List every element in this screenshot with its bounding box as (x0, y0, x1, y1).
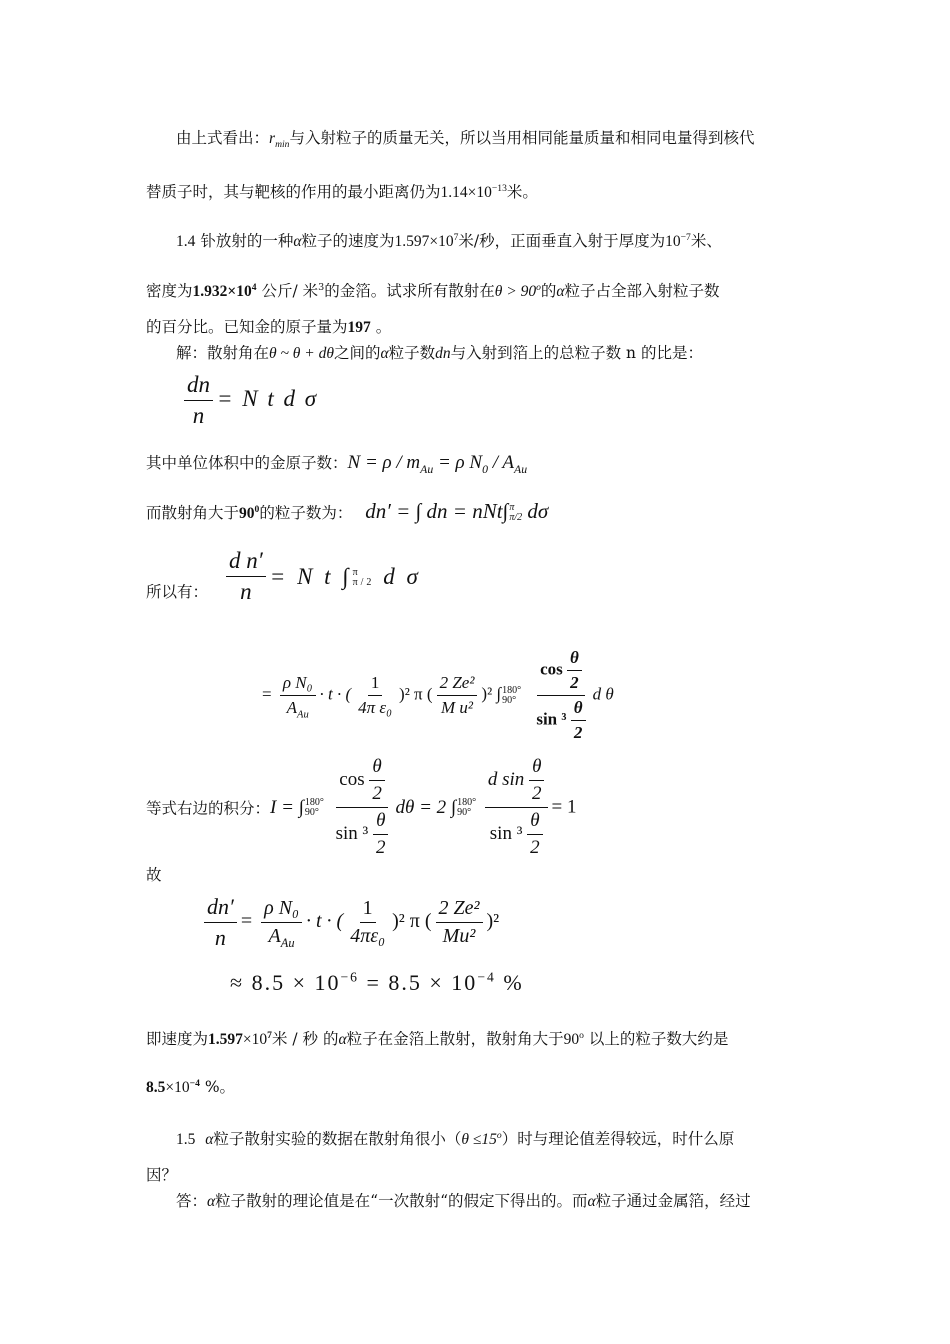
rhs: = 1 (551, 796, 577, 818)
problem-1-4-line-3 (146, 316, 391, 339)
fraction: $\frac{\text{2 Ze²}}{\text{M u²}}$ (437, 673, 478, 718)
fraction: $\frac{\text{d n′}}{n}$ (226, 548, 266, 605)
paragraph-line-1 (176, 127, 754, 150)
angle-value: 90$^o$ (563, 1029, 584, 1048)
fraction: $\frac{1}{\text{4πε₀}}$ (350, 897, 386, 947)
op: )² (486, 910, 500, 933)
distance-value: $1.14\times 10^{-13}$ (440, 182, 507, 201)
equation-result (200, 894, 499, 951)
op: dθ = 2 ∫ 180° 90° (395, 796, 477, 819)
angle-value: $90^0$ (239, 503, 260, 522)
problem-number: 1.4 (176, 233, 196, 250)
text: 即速度为 (146, 1030, 209, 1048)
text: 的 (540, 282, 557, 300)
fraction: $\frac{\text{2 Ze²}}{\text{Mu²}}$ (436, 897, 483, 948)
equation-approx: ≈ $8.5 \times 10^{-6} = 8.5 \times 10^{-4}$ % (230, 969, 524, 995)
angle-condition: $\theta > 90^o$ (494, 281, 541, 300)
text: 密度为 (146, 282, 193, 300)
problem-1-5-line (176, 1128, 734, 1151)
answer-line (176, 1190, 751, 1213)
text: 因？ (146, 1166, 178, 1184)
rhs: = N t ∫ π π/2 d σ (269, 563, 421, 589)
text: 粒子散射实验的数据在散射角很小（ (213, 1130, 462, 1148)
paragraph-line-2 (146, 181, 538, 204)
text: 与入射粒子的质量无关，所以当用相同能量质量和相同电量得到核代 (289, 129, 755, 147)
integral-formula: dn′ = ∫ dn = nNt∫ π π/2 dσ (365, 499, 549, 524)
problem-1-4-line-2 (146, 280, 720, 303)
text: 粒子的速度为 (301, 232, 395, 250)
text: ）时与理论值差得较远，时什么原 (501, 1130, 735, 1148)
percent: % (503, 970, 524, 995)
text: 米、 (690, 232, 722, 250)
text: 答： (176, 1192, 208, 1210)
op: · t · ( (319, 684, 352, 704)
fraction: $\frac{dn}{n}$ (184, 372, 213, 429)
lhs: I = ∫ 180° 90° (270, 796, 324, 819)
text: 其中单位体积中的金原子数： (146, 454, 348, 472)
alpha-symbol: α (293, 233, 302, 250)
text: 米/秒，正面垂直入射于厚度为 (458, 232, 666, 250)
text: 替质子时，其与靶核的作用的最小距离仍为 (146, 183, 441, 201)
problem-1-5-line-2 (146, 1164, 177, 1186)
rmin-symbol: $r_{min}$ (269, 130, 290, 151)
fraction-value: $8.5\times 10^{-4}$ (146, 1077, 200, 1096)
text: 的百分比。已知金的原子量为 (146, 318, 348, 336)
text: 的粒子数为： (259, 504, 353, 522)
velocity-value: $1.597\times 10^7$ (394, 231, 459, 250)
alpha-symbol: α (380, 345, 389, 362)
atomic-mass: 197 (347, 319, 371, 336)
op: )² π ( (392, 910, 432, 933)
dn-symbol: dn (435, 345, 451, 362)
text: 故 (146, 866, 162, 884)
text: 由上式看出： (176, 129, 270, 147)
equals: = (240, 910, 253, 933)
op: )² ∫ 180° 90° (481, 684, 522, 706)
velocity-value: $1.597\times 10^7$ (208, 1029, 272, 1048)
atom-density-formula: $N = \rho / m_{Au} = \rho$ $N_0 / A_{Au}$ (347, 452, 528, 476)
text: 而散射角大于 (146, 504, 240, 522)
text: 钋放射的一种 (200, 232, 294, 250)
fraction: cos $\frac{\theta}{2}$ sin ³ $\frac{\theta}{2}$ (533, 648, 588, 743)
fraction: $\frac{1}{\text{4π ε₀}}$ (358, 673, 393, 717)
text: 的金箔。试求所有散射在 (324, 282, 495, 300)
solution-intro (176, 342, 703, 365)
text: 粒子数 (388, 344, 436, 362)
problem-1-4-line (176, 230, 722, 253)
approx-value: = 8.5 × 10 (358, 970, 478, 995)
text: 以上的粒子数大约是 (588, 1030, 729, 1048)
equation-integral (146, 756, 577, 859)
density-value: $1.932\times 10^4$ (192, 281, 257, 300)
op: · t · ( (306, 910, 344, 933)
text: 。 (375, 318, 392, 336)
equation-expanded (262, 648, 614, 743)
fraction: $\frac{dn'}{n}$ (204, 894, 237, 951)
unit: / 米$^3$ (292, 281, 325, 300)
text: 粒子散射的理论值是在“一次散射“的假定下得出的。而 (215, 1192, 588, 1210)
rhs: = N t d σ (217, 385, 319, 411)
approx-value: ≈ 8.5 × 10 (230, 970, 341, 995)
text: 粒子在金箔上散射，散射角大于 (346, 1030, 564, 1048)
angle-condition: $\theta \le 15^o$ (461, 1129, 502, 1148)
alpha-symbol: α (207, 1193, 216, 1210)
angle-range: θ ~ θ + dθ (269, 345, 334, 362)
fraction: cos $\frac{\theta}{2}$ sin ³ $\frac{\theta}{2}$ (333, 756, 392, 859)
text: 与入射到箔上的总粒子数 n 的比是： (450, 344, 703, 362)
text: %。 (204, 1078, 236, 1096)
label: 所以有： (146, 582, 209, 601)
fraction: $\frac{\text{ρ N₀}}{A_{Au}}$ (261, 897, 302, 948)
fraction: $\frac{\text{ρ N₀}}{A_{Au}}$ (280, 673, 316, 718)
alpha-symbol: α (556, 283, 565, 300)
equation-dn-over-n (180, 372, 318, 429)
text: 粒子通过金属箔，经过 (595, 1192, 751, 1210)
text: 粒子占全部入射粒子数 (564, 282, 720, 300)
equals: = (262, 684, 272, 704)
op: )² π ( (399, 684, 433, 704)
unit: 米。 (506, 183, 538, 201)
equation-ratio (146, 548, 421, 605)
atom-density-line (146, 452, 527, 474)
d-theta: d θ (592, 684, 614, 704)
text: 解：散射角在 (176, 344, 270, 362)
conclusion-line (146, 1028, 728, 1051)
text: 公斤 (261, 282, 293, 300)
text: 米 / 秒 的 (271, 1030, 339, 1048)
thickness-value: $10^{-7}$ (665, 231, 691, 250)
alpha-symbol: α (205, 1131, 214, 1148)
text: 之间的 (333, 344, 381, 362)
problem-number: 1.5 (176, 1131, 196, 1148)
scatter-count-line (146, 500, 548, 525)
alpha-symbol: α (587, 1193, 596, 1210)
label: 等式右边的积分： (146, 799, 271, 818)
conclusion-value-line (146, 1076, 235, 1099)
alpha-symbol: α (338, 1031, 347, 1048)
therefore-line (146, 864, 162, 886)
fraction: d sin $\frac{\theta}{2}$ sin ³ $\frac{\theta}{2}$ (485, 756, 548, 859)
